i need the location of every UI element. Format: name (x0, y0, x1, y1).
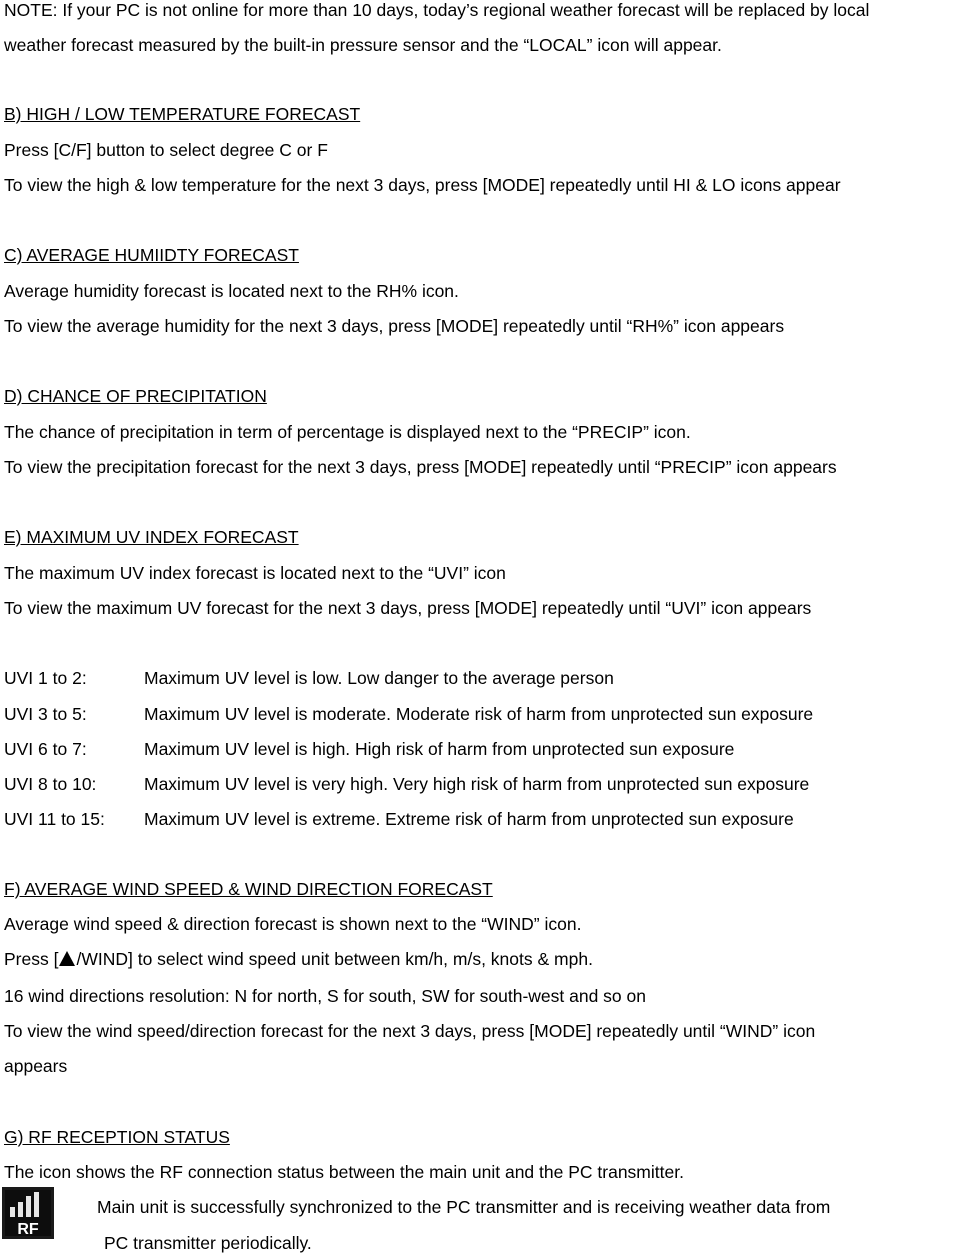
section-e-line-2: To view the maximum UV forecast for the next 3 days, press [MODE] repeatedly until “UVI” icon appears (4, 598, 812, 618)
uvi-range: UVI 11 to 15: (4, 809, 105, 829)
rf-signal-icon (2, 1187, 54, 1239)
uvi-range: UVI 6 to 7: (4, 739, 87, 759)
section-e-line-1: The maximum UV index forecast is located next to the “UVI” icon (4, 563, 506, 583)
wind-unit-text: /WIND] to select wind speed unit between km/h, m/s, knots & mph. (76, 949, 593, 969)
rf-icon-label: RF (17, 1221, 39, 1238)
section-f-line-3: 16 wind directions resolution: N for north, S for south, SW for south-west and so on (4, 986, 646, 1006)
section-f-line-1: Average wind speed & direction forecast is shown next to the “WIND” icon. (4, 914, 582, 934)
uvi-description: Maximum UV level is extreme. Extreme risk of harm from unprotected sun exposure (144, 809, 794, 829)
uvi-description: Maximum UV level is high. High risk of harm from unprotected sun exposure (144, 739, 735, 759)
section-f-line-5: appears (4, 1056, 68, 1076)
section-b-line-1: Press [C/F] button to select degree C or F (4, 140, 328, 160)
uvi-description: Maximum UV level is low. Low danger to the average person (144, 668, 614, 688)
section-c-heading: C) AVERAGE HUMIIDTY FORECAST (4, 245, 299, 265)
uvi-range: UVI 3 to 5: (4, 704, 87, 724)
uvi-range: UVI 1 to 2: (4, 668, 87, 688)
uvi-description: Maximum UV level is very high. Very high risk of harm from unprotected sun exposure (144, 774, 810, 794)
section-e-heading: E) MAXIMUM UV INDEX FORECAST (4, 527, 299, 547)
press-prefix: Press [ (4, 949, 59, 969)
note-line-1: NOTE: If your PC is not online for more than 10 days, today’s regional weather forecast will be replaced by local (4, 0, 870, 20)
section-b-heading: B) HIGH / LOW TEMPERATURE FORECAST (4, 104, 361, 124)
section-g-line-1: The icon shows the RF connection status between the main unit and the PC transmitter. (4, 1162, 684, 1182)
section-g-heading: G) RF RECEPTION STATUS (4, 1127, 230, 1147)
rf-status-desc-2: PC transmitter periodically. (104, 1233, 312, 1253)
section-c-line-2: To view the average humidity for the next 3 days, press [MODE] repeatedly until “RH%” icon appears (4, 316, 785, 336)
note-line-2: weather forecast measured by the built-in pressure sensor and the “LOCAL” icon will appear. (4, 35, 722, 55)
up-arrow-icon (59, 951, 75, 966)
section-d-heading: D) CHANCE OF PRECIPITATION (4, 386, 267, 406)
uvi-range: UVI 8 to 10: (4, 774, 97, 794)
section-f-line-2 (4, 948, 593, 970)
section-d-line-2: To view the precipitation forecast for the next 3 days, press [MODE] repeatedly until “PRECIP” icon appears (4, 457, 837, 477)
section-f-heading: F) AVERAGE WIND SPEED & WIND DIRECTION FORECAST (4, 879, 493, 899)
uvi-description: Maximum UV level is moderate. Moderate risk of harm from unprotected sun exposure (144, 704, 814, 724)
section-c-line-1: Average humidity forecast is located next to the RH% icon. (4, 281, 459, 301)
section-b-line-2: To view the high & low temperature for the next 3 days, press [MODE] repeatedly until HI & LO icons appear (4, 175, 841, 195)
section-f-line-4: To view the wind speed/direction forecast for the next 3 days, press [MODE] repeatedly until “WIND” icon (4, 1021, 816, 1041)
section-d-line-1: The chance of precipitation in term of percentage is displayed next to the “PRECIP” icon. (4, 422, 691, 442)
rf-status-desc-1: Main unit is successfully synchronized to the PC transmitter and is receiving weather data from (97, 1197, 831, 1217)
